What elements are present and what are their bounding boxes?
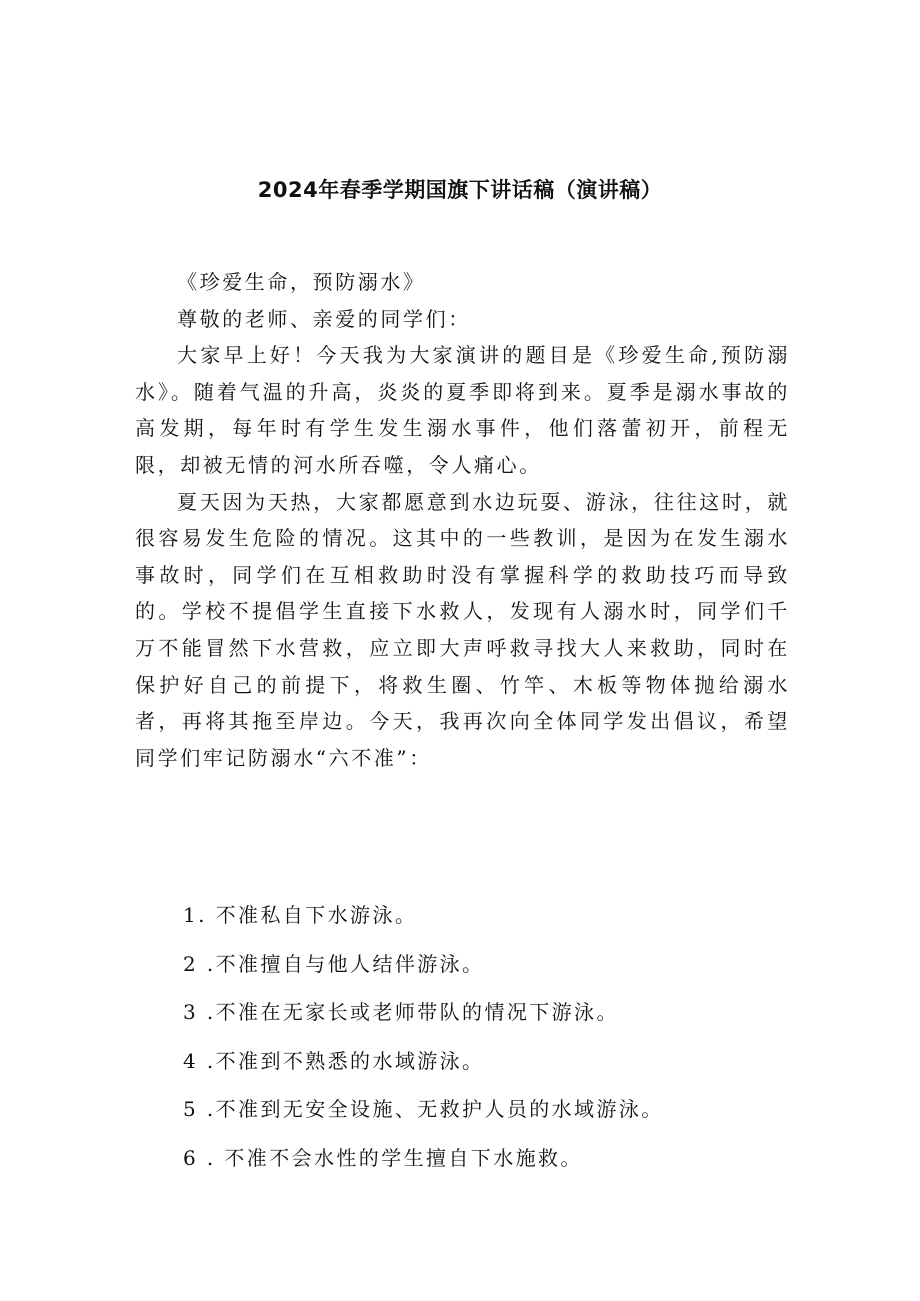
greeting: 尊敬的老师、亲爱的同学们： xyxy=(177,306,471,331)
list-item: 6 . 不准不会水性的学生擅自下水施救。 xyxy=(183,1145,583,1170)
list-item: 4 .不准到不熟悉的水域游泳。 xyxy=(183,1048,485,1073)
document-title: 2024年春季学期国旗下讲话稿（演讲稿） xyxy=(257,178,663,202)
paragraph-intro: 大家早上好！今天我为大家演讲的题目是《珍爱生命,预防溺水》。随着气温的升高，炎炎的夏季即将到来。夏季是溺水事故的高发期，每年时有学生发生溺水事件，他们落蕾初开，前程无限，却被无情的河水所吞噬，令人痛心。 xyxy=(135,343,790,477)
paragraph-advice: 夏天因为天热，大家都愿意到水边玩耍、游泳，往往这时，就很容易发生危险的情况。这其中的一些教训，是因为在发生溺水事故时，同学们在互相救助时没有掌握科学的救助技巧而导致的。学校不提倡学生直接下水救人，发现有人溺水时，同学们千万不能冒然下水营救，应立即大声呼救寻找大人来救助，同时在保护好自己的前提下，将救生圈、竹竿、木板等物体抛给溺水者，再将其拖至岸边。今天，我再次向全体同学发出倡议，希望同学们牢记防溺水“六不准”： xyxy=(135,489,790,770)
list-item: 5 .不准到无安全设施、无救护人员的水域游泳。 xyxy=(183,1097,664,1122)
rules-list xyxy=(183,897,664,1189)
document-body xyxy=(135,264,790,776)
list-item: 3 .不准在无家长或老师带队的情况下游泳。 xyxy=(183,1000,619,1025)
list-item: 1. 不准私自下水游泳。 xyxy=(183,903,418,927)
speech-topic: 《珍爱生命，预防溺水》 xyxy=(177,270,426,294)
list-item: 2 .不准擅自与他人结伴游泳。 xyxy=(183,951,485,976)
